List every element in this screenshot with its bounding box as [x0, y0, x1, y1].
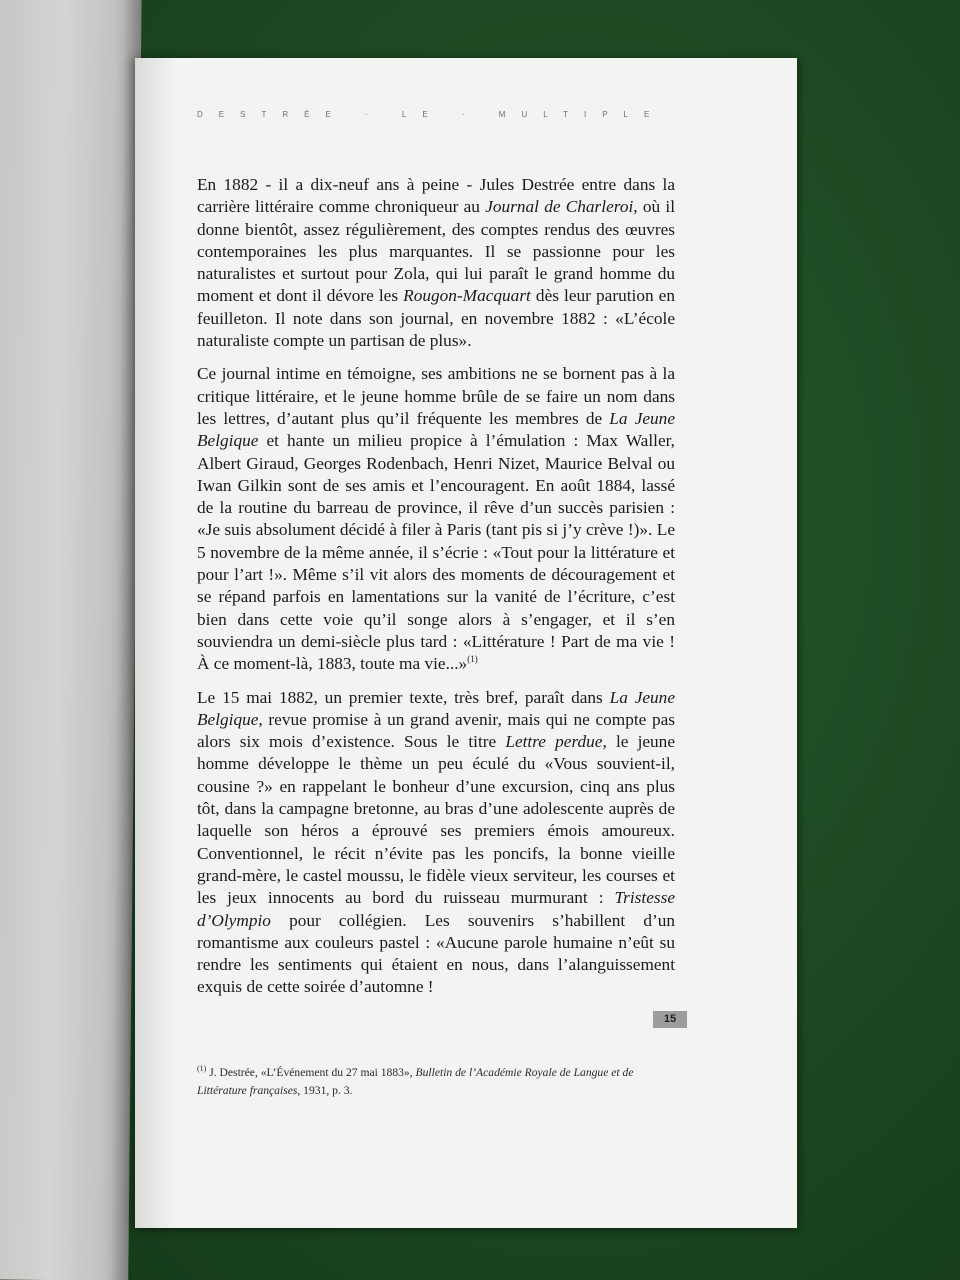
paragraph-1: [197, 174, 675, 352]
p2-text-c: et hante un milieu propice à l’émulation : Max Waller, Albert Giraud, Georges Rodenbach, Henri Nizet, Maurice Belval ou Iwan Gilkin sont de ses amis et l’encouragent. En août 1884, lassé de la routine du barreau de province, il rêve d’un succès parisien : «Je suis absolument décidé à filer à Paris (tant pis si j’y crève !)». Le 5 novembre de la même année, il s’écrie : «Tout pour la littérature et pour l’art !». Même s’il vit alors des moments de découragement et se répand parfois en lamentations sur la vanité de l’écriture, c’est bien dans cette voie qu’il songe alors à s’engager, et il s’en souviendra un demi-siècle plus tard : «Littérature ! Part de ma vie ! À ce moment-là, 1883, toute ma vie...»: [197, 431, 675, 674]
footnote-text-c: , 1931, p. 3.: [297, 1084, 353, 1097]
footnote-text-a: J. Destrée, «L’Événement du 27 mai 1883»,: [206, 1066, 416, 1079]
paragraph-2: [197, 363, 675, 675]
p1-text-c: , où il donne bientôt, assez régulièrement, des comptes rendus des œuvres contemporaines les plus marquantes. Il se passionne pour les naturalistes et surtout pour Zola, qui lui paraît le grand homme du moment et dont il dévore les: [197, 197, 675, 306]
book-page: [135, 58, 797, 1228]
p1-text-e: dès leur parution en feuilleton. Il note dans son journal, en novembre 1882 : «L’école naturaliste compte un partisan de plus».: [197, 286, 675, 351]
p3-italic-olympio: Tristesse d’Olympio: [197, 888, 675, 930]
paragraph-3: [197, 687, 675, 999]
p3-text-e: , le jeune homme développe le thème un peu éculé du «Vous souvient-il, cousine ?» en rappelant le bonheur d’une excursion, cinq ans plus tôt, dans la campagne bretonne, au bras d’une adolescente auprès de laquelle son héros a éprouvé ses premiers émois amoureux. Conventionnel, le récit n’évite pas les poncifs, la bonne vieille grand-mère, le castel moussu, le fidèle vieux serviteur, les courses et les jeux innocents au bord du ruisseau murmurant :: [197, 732, 675, 908]
p1-italic-rougon: Rougon-Macquart: [403, 286, 531, 306]
running-head: DESTRÉE · LE · MULTIPLE: [197, 110, 666, 119]
footnote-reference[interactable]: (1): [467, 654, 478, 665]
footnote-italic-bulletin: Bulletin de l’Académie Royale de Langue et de Littérature françaises: [197, 1066, 634, 1097]
body-text: [197, 174, 675, 1010]
p1-italic-journal: Journal de Charleroi: [485, 197, 634, 217]
footnote: [197, 1064, 675, 1100]
p3-italic-lettre-perdue: Lettre perdue: [505, 732, 603, 752]
page-number: 15: [653, 1011, 687, 1028]
p2-text-a: Ce journal intime en témoigne, ses ambitions ne se bornent pas à la critique littéraire, et le jeune homme brûle de se faire un nom dans les lettres, d’autant plus qu’il fréquente les membres de: [197, 364, 675, 428]
p1-text-a: En 1882 - il a dix-neuf ans à peine - Jules Destrée entre dans la carrière littéraire comme chroniqueur au: [197, 175, 675, 217]
p3-text-c: , revue promise à un grand avenir, mais qui ne compte pas alors six mois d’existence. Sous le titre: [197, 709, 675, 752]
p3-text-g: pour collégien. Les souvenirs s’habillent d’un romantisme aux couleurs pastel : «Aucune parole humaine n’eût su rendre les sentiments qui étaient en nous, dans l’alanguissement exquis de cette soirée d’automne !: [197, 910, 675, 997]
p3-italic-jeune-belgique: La Jeune Belgique: [197, 687, 675, 729]
p3-text-a: Le 15 mai 1882, un premier texte, très bref, paraît dans: [197, 687, 610, 707]
p2-italic-jeune-belgique: La Jeune Belgique: [197, 408, 675, 451]
footnote-mark: (1): [197, 1064, 207, 1074]
left-page-edge: [0, 0, 142, 1280]
